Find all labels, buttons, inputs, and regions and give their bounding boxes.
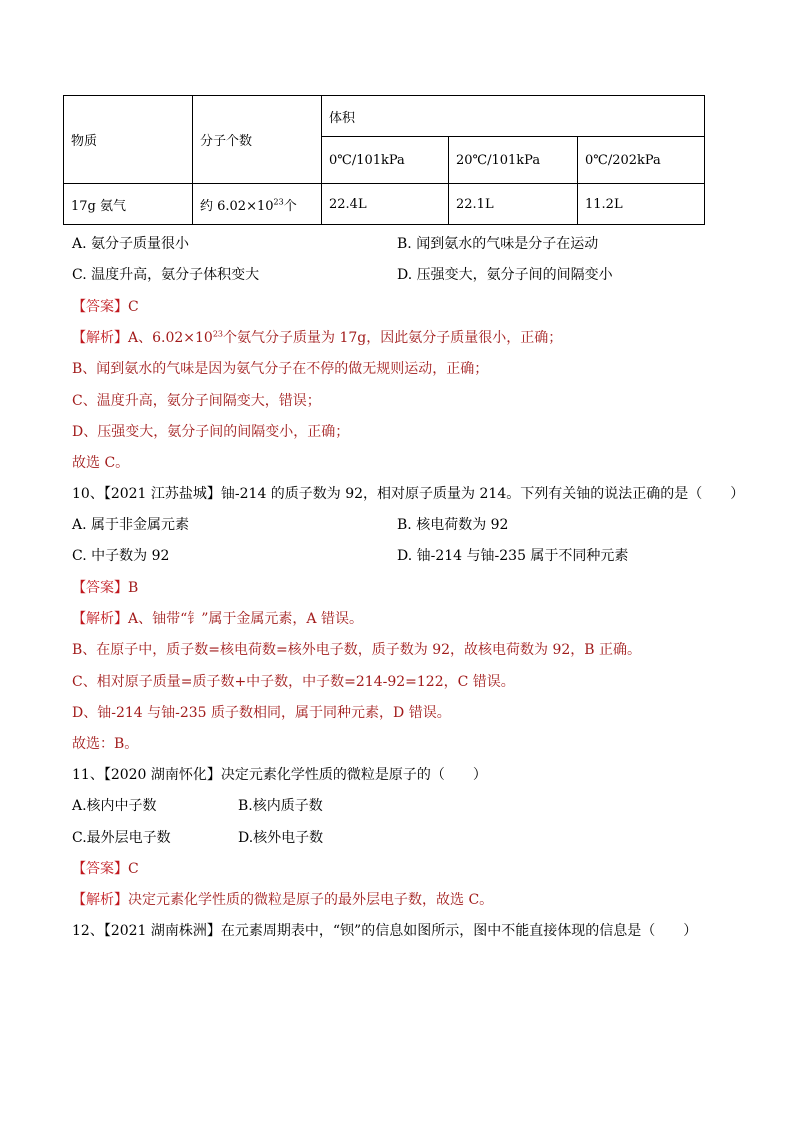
ammonia-data-table	[63, 95, 705, 225]
q10-explanation-2: B、在原子中，质子数=核电荷数=核外电子数，质子数为 92，故核电荷数为 92，B 正确。	[72, 642, 642, 658]
q10-explanation-1: 【解析】A、铀带“钅”属于金属元素，A 错误。	[72, 611, 363, 627]
q11-explanation: 【解析】决定元素化学性质的微粒是原子的最外层电子数，故选 C。	[72, 892, 494, 908]
q11-option-b: B.核内质子数	[238, 798, 323, 814]
header-condition-3: 0℃/202kPa	[578, 137, 705, 184]
header-volume: 体积	[322, 96, 705, 137]
cell-volume-3: 11.2L	[578, 184, 705, 225]
q10-stem: 10、【2021 江苏盐城】铀-214 的质子数为 92，相对原子质量为 214。下列有关铀的说法正确的是（ ）	[72, 486, 745, 502]
q10-explanation-4: D、铀-214 与铀-235 质子数相同，属于同种元素，D 错误。	[72, 705, 451, 721]
q11-answer: 【答案】C	[72, 861, 139, 877]
q9-conclusion: 故选 C。	[72, 455, 130, 471]
q11-option-c: C.最外层电子数	[72, 830, 171, 846]
cell-substance: 17g 氨气	[64, 184, 193, 225]
q11-option-d: D.核外电子数	[238, 830, 324, 846]
q10-option-d: D. 铀-214 与铀-235 属于不同种元素	[397, 548, 629, 564]
cell-volume-1: 22.4L	[322, 184, 449, 225]
header-substance: 物质	[64, 96, 193, 184]
q9-explanation-2: B、闻到氨水的气味是因为氨气分子在不停的做无规则运动，正确；	[72, 361, 489, 377]
q9-option-c: C. 温度升高，氨分子体积变大	[72, 267, 260, 283]
header-condition-1: 0℃/101kPa	[322, 137, 449, 184]
q10-conclusion: 故选：B。	[72, 736, 139, 752]
q10-explanation-3: C、相对原子质量=质子数+中子数，中子数=214-92=122，C 错误。	[72, 674, 515, 690]
q10-option-b: B. 核电荷数为 92	[397, 517, 509, 533]
q9-explanation-1: 【解析】A、$6.02\times 10^{23}$个氨气分子质量为 17g，因此氨分子质量很小，正确；	[72, 329, 563, 346]
q12-stem: 12、【2021 湖南株洲】在元素周期表中，“钡”的信息如图所示，图中不能直接体现的信息是（ ）	[72, 923, 698, 939]
q11-stem: 11、【2020 湖南怀化】决定元素化学性质的微粒是原子的（ ）	[72, 767, 487, 783]
header-molecule-count: 分子个数	[193, 96, 322, 184]
q9-answer: 【答案】C	[72, 299, 139, 315]
cell-molecule-count: 约 $6.02\times 10^{23}$个	[193, 184, 322, 225]
q9-explanation-4: D、压强变大，氨分子间的间隔变小，正确；	[72, 424, 350, 440]
q9-option-b: B. 闻到氨水的气味是分子在运动	[397, 236, 599, 252]
header-condition-2: 20℃/101kPa	[449, 137, 578, 184]
q10-option-c: C. 中子数为 92	[72, 548, 170, 564]
q10-option-a: A. 属于非金属元素	[72, 517, 190, 533]
q11-option-a: A.核内中子数	[72, 798, 157, 814]
q9-explanation-3: C、温度升高，氨分子间隔变大，错误；	[72, 393, 321, 409]
q10-answer: 【答案】B	[72, 580, 139, 596]
q9-option-a: A. 氨分子质量很小	[72, 236, 190, 252]
q9-option-d: D. 压强变大，氨分子间的间隔变小	[397, 267, 613, 283]
cell-volume-2: 22.1L	[449, 184, 578, 225]
